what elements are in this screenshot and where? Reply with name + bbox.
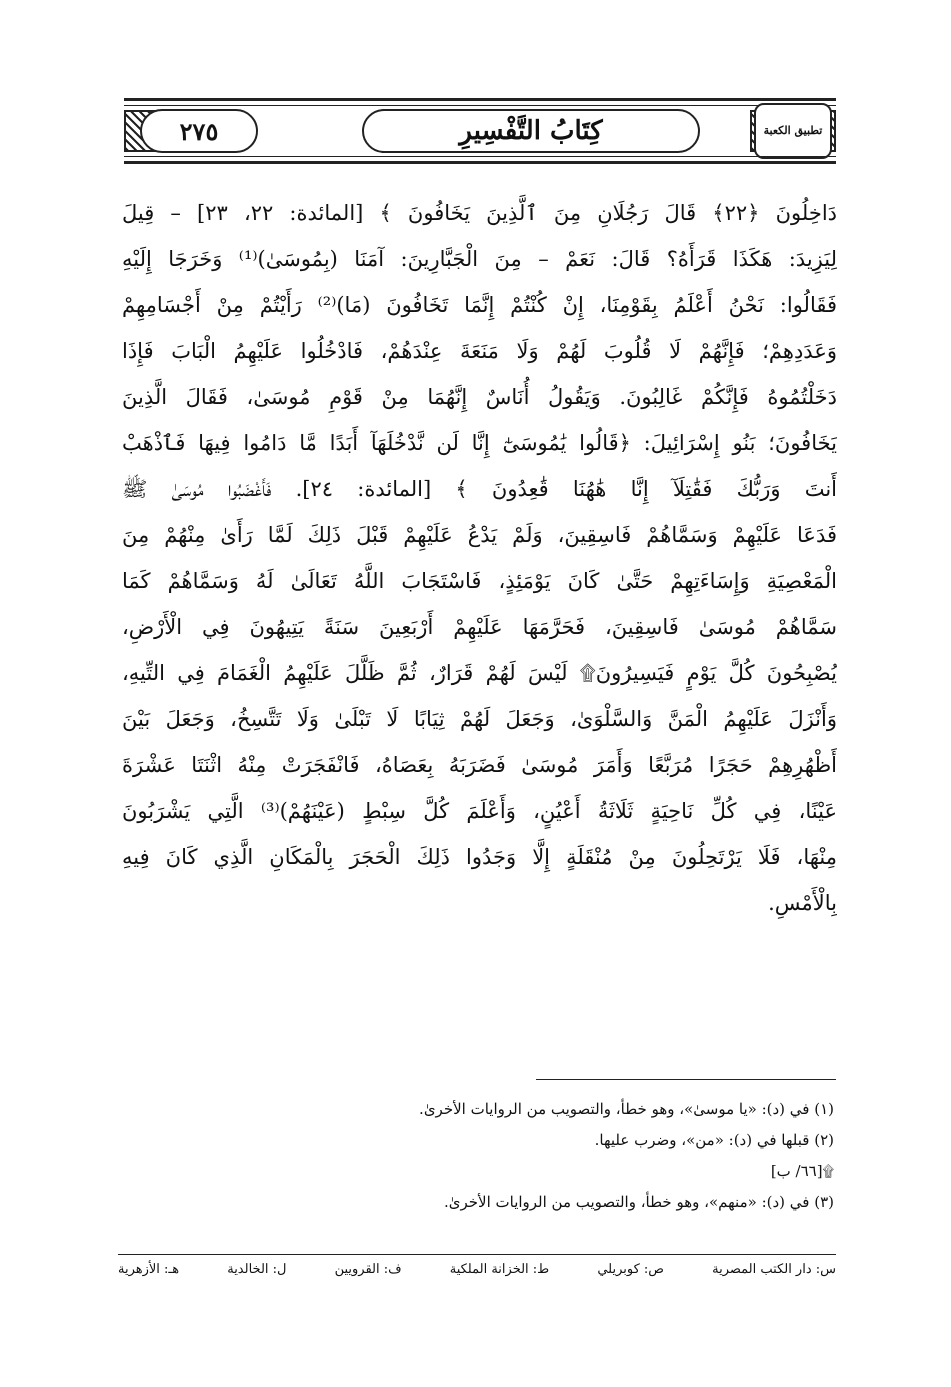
text-line-last: بِالْأَمْسِ. [768,891,837,915]
footnote-3: (٣) في (د): «منهم»، وهو خطأ، والتصويب من الروايات الأخرىٰ. [443,1193,834,1211]
text-line: يَخَافُونَ؛ بَنُو إِسْرَائِيلَ: ﴿قَالُوا يَٰمُوسَىٰٓ إِنَّا لَن نَّدْخُلَهَآ أَبَدًا مَّا دَامُوا فِيهَا فَٱذْهَبْ [122,431,837,455]
legend-item: هـ: الأزهرية [118,1262,180,1277]
footnotes [122,1094,834,1218]
text-line: فَقَالُوا: نَحْنُ أَعْلَمُ بِقَوْمِنَا، إِنْ كُنْتُمْ إِنَّمَا تَخَافُونَ (مَا)⁽²⁾ رَأَيْتُمْ مِنْ أَجْسَامِهِمْ [122,293,837,317]
text-line: مِنْهَا، فَلَا يَرْتَحِلُونَ مِنْ مُنْقَلَةٍ إِلَّا وَجَدُوا ذَلِكَ الْحَجَرَ بِالْمَكَانِ الَّذِي كَانَ فِيهِ [122,845,837,869]
logo-text: تطبيق الكعبة [763,123,823,137]
page-title: كِتَابُ التَّفْسِيرِ [362,109,700,153]
main-text [122,190,837,926]
page-number: ٢٧٥ [140,109,258,153]
text-line: دَاخِلُونَ ﴿٢٢﴾ قَالَ رَجُلَانِ مِنَ ٱلَّذِينَ يَخَافُونَ ﴾ [المائدة: ٢٢، ٢٣] – قِيلَ [122,201,837,225]
text-line: أَنتَ وَرَبُّكَ فَقَٰتِلَآ إِنَّا هَٰهُنَا قَٰعِدُونَ ﴾ [المائدة: ٢٤]. فَأَغْضَبُوا مُوسَىٰ ﷺ [122,477,837,501]
text-line: الْمَعْصِيَةِ وَإِسَاءَتِهِمْ حَتَّىٰ كَانَ يَوْمَئِذٍ، فَاسْتَجَابَ اللَّهُ تَعَالَىٰ لَهُ وَسَمَّاهُمْ كَمَا [122,569,837,593]
manuscript-legend [118,1262,836,1277]
publisher-logo [754,103,832,159]
legend-item: ل: الخالدية [227,1262,287,1277]
legend-item: س: دار الكتب المصرية [712,1262,836,1277]
footnote-2: (٢) قبلها في (د): «من»، وضرب عليها. [594,1131,834,1149]
text-line: دَخَلْتُمُوهُ فَإِنَّكُمْ غَالِبُونَ. وَيَقُولُ أُنَاسٌ إِنَّهُمَا مِنْ قَوْمِ مُوسَىٰ، فَقَالَ الَّذِينَ [122,385,837,409]
text-line: سَمَّاهُمْ مُوسَىٰ فَاسِقِينَ، فَحَرَّمَهَا عَلَيْهِمْ أَرْبَعِينَ سَنَةً يَتِيهُونَ فِي الْأَرْضِ، [122,615,837,639]
page-header [124,98,836,164]
folio-marker: ۩[٦٦/ ب] [770,1162,834,1180]
text-line: لِيَزِيدَ: هَكَذَا قَرَأَهُ؟ قَالَ: نَعَمْ – مِنَ الْجَبَّارِينَ: آمَنَا (بِمُوسَىٰ)⁽¹⁾ وَخَرَجَا إِلَيْهِ [122,247,837,271]
text-line: عَيْنًا، فِي كُلِّ نَاحِيَةٍ ثَلَاثَةُ أَعْيُنٍ، وَأَعْلَمَ كُلَّ سِبْطٍ (عَيْنَهُمْ)⁽³⁾ الَّتِي يَشْرَبُونَ [122,799,837,823]
footnote-separator [536,1079,836,1080]
text-line: يُصْبِحُونَ كُلَّ يَوْمٍ فَيَسِيرُونَ۩ لَيْسَ لَهُمْ قَرَارٌ، ثُمَّ ظَلَّلَ عَلَيْهِمُ الْغَمَامَ فِي التِّيهِ، [122,661,837,685]
legend-separator [118,1254,836,1255]
text-line: أَظْهُرِهِمْ حَجَرًا مُرَبَّعًا وَأَمَرَ مُوسَىٰ فَضَرَبَهُ بِعَصَاهُ، فَانْفَجَرَتْ مِنْهُ اثْنَتَا عَشْرَةَ [122,753,837,777]
text-line: فَدَعَا عَلَيْهِمْ وَسَمَّاهُمْ فَاسِقِينَ، وَلَمْ يَدْعُ عَلَيْهِمْ قَبْلَ ذَلِكَ لَمَّا رَأَىٰ مِنْهُمْ مِنَ [122,523,837,547]
legend-item: ص: كوبريلي [597,1262,664,1277]
text-line: وَعَدَدِهِمْ؛ فَإِنَّهُمْ لَا قُلُوبَ لَهُمْ وَلَا مَنَعَةَ عِنْدَهُمْ، فَادْخُلُوا عَلَيْهِمُ الْبَابَ فَإِذَا [122,339,837,363]
text-line: وَأَنْزَلَ عَلَيْهِمُ الْمَنَّ وَالسَّلْوَىٰ، وَجَعَلَ لَهُمْ ثِيَابًا لَا تَبْلَىٰ وَلَا تَتَّسِخُ، وَجَعَلَ بَيْنَ [122,707,837,731]
legend-item: ط: الخزانة الملكية [449,1262,550,1277]
footnote-1: (١) في (د): «يا موسىٰ»، وهو خطأ، والتصويب من الروايات الأخرىٰ. [419,1100,834,1118]
legend-item: ف: القرويين [334,1262,402,1277]
